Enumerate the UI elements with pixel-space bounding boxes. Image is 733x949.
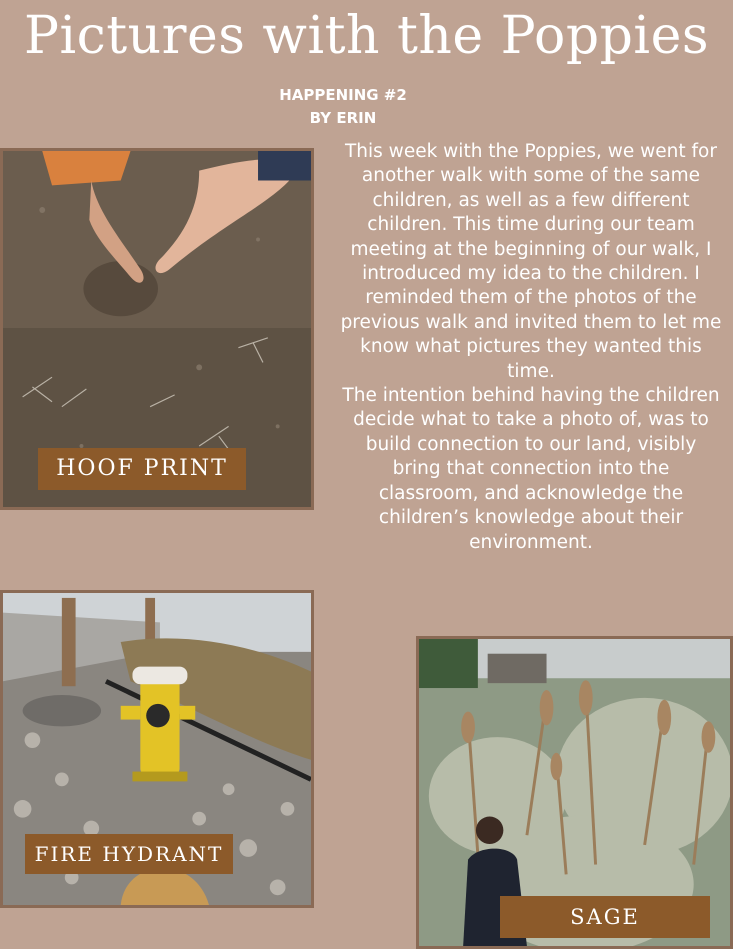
body-paragraph-2: The intention behind having the children decide what to take a photo of, was to build connection to our land, visibly bring that connection into the classroom, and acknowledge the children’s knowledge about their environment. bbox=[342, 385, 720, 553]
page-title: Pictures with the Poppies bbox=[23, 6, 710, 66]
happening-label: HAPPENING #2 bbox=[279, 86, 407, 104]
body-paragraph-1: This week with the Poppies, we went for another walk with some of the same children, as well as a few different children. This time during our team meeting at the beginning of our walk, I introduced my idea to the children. I reminded them of the photos of the previous walk and invited them to let me know what pictures they wanted this time. bbox=[340, 141, 722, 382]
fire-hydrant-caption: FIRE HYDRANT bbox=[25, 834, 233, 874]
hoof-print-caption: HOOF PRINT bbox=[38, 448, 246, 490]
author-label: BY ERIN bbox=[309, 109, 377, 127]
sage-caption: SAGE bbox=[500, 896, 710, 938]
body-text bbox=[340, 140, 722, 555]
subtitle-block bbox=[230, 84, 456, 130]
